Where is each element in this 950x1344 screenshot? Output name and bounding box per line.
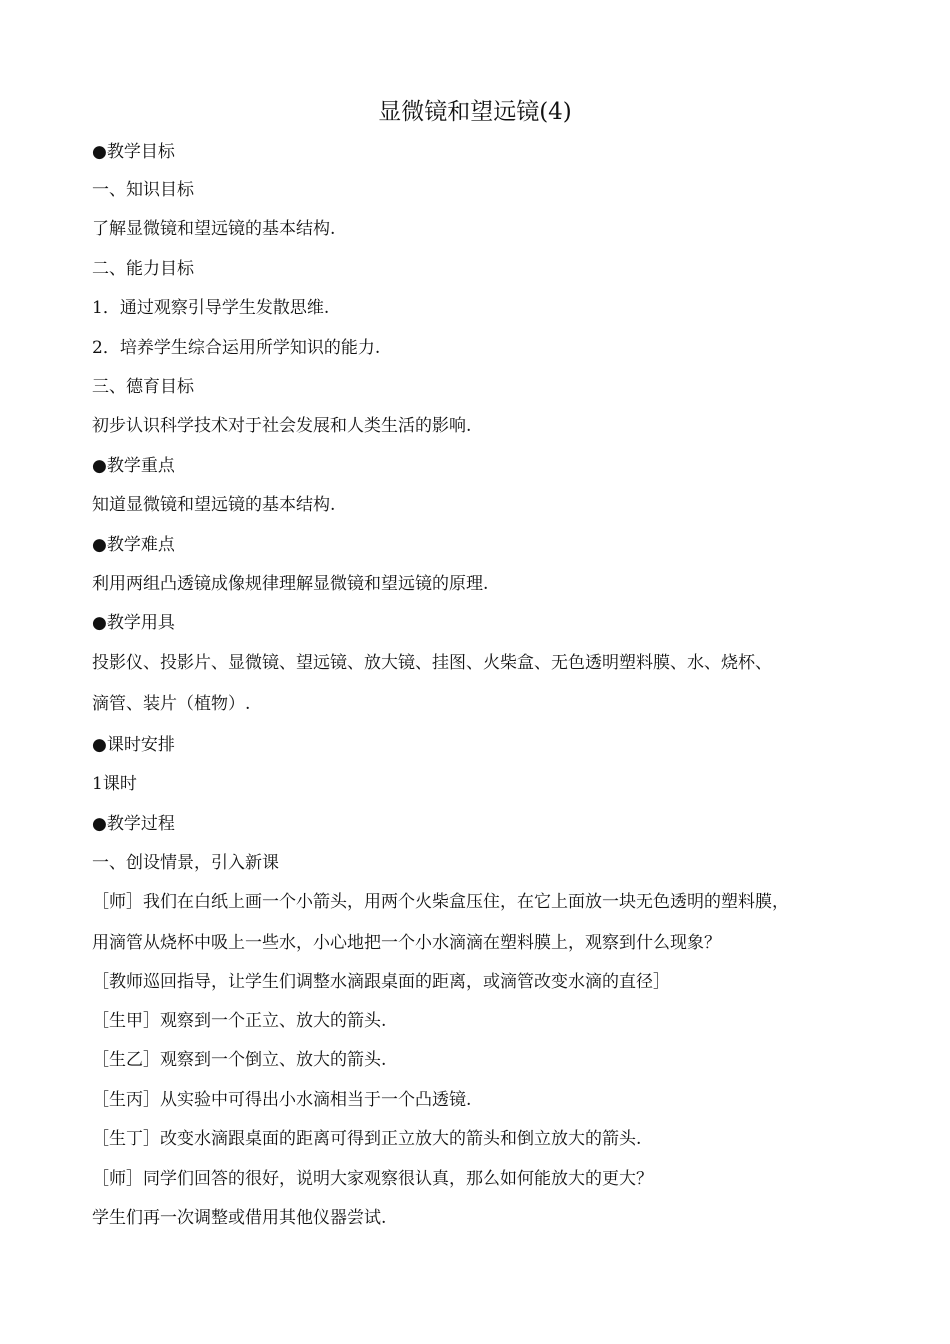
heading-class-schedule: ●课时安排 [92, 735, 175, 755]
heading-teaching-difficulty: ●教学难点 [92, 535, 175, 555]
paragraph-line: 知道显微镜和望远镜的基本结构. [92, 495, 336, 515]
heading-teaching-objectives: ●教学目标 [92, 142, 175, 162]
paragraph-line: ［师］同学们回答的很好，说明大家观察很认真，那么如何能放大的更大？ [92, 1169, 653, 1189]
subheading-knowledge-objectives: 一、知识目标 [92, 180, 194, 200]
paragraph-line: 学生们再一次调整或借用其他仪器尝试. [92, 1208, 387, 1228]
subheading-introduction: 一、创设情景，引入新课 [92, 853, 279, 873]
paragraph-line: 2．培养学生综合运用所学知识的能力. [92, 338, 381, 358]
paragraph-line: ［生丁］改变水滴跟桌面的距离可得到正立放大的箭头和倒立放大的箭头. [92, 1129, 642, 1149]
document-title: 显微镜和望远镜(4) [378, 99, 572, 125]
paragraph-line: 1课时 [92, 774, 137, 794]
paragraph-line: ［师］我们在白纸上画一个小箭头，用两个火柴盒压住，在它上面放一块无色透明的塑料膜， [92, 892, 789, 912]
paragraph-line: ［生丙］从实验中可得出小水滴相当于一个凸透镜. [92, 1090, 472, 1110]
paragraph-line: 用滴管从烧杯中吸上一些水，小心地把一个小水滴滴在塑料膜上，观察到什么现象？ [92, 933, 721, 953]
heading-teaching-process: ●教学过程 [92, 814, 175, 834]
paragraph-line: ［生乙］观察到一个倒立、放大的箭头. [92, 1050, 387, 1070]
paragraph-line: 1．通过观察引导学生发散思维. [92, 298, 330, 318]
subheading-moral-objectives: 三、德育目标 [92, 377, 194, 397]
paragraph-line: ［教师巡回指导，让学生们调整水滴跟桌面的距离，或滴管改变水滴的直径］ [92, 972, 670, 992]
subheading-ability-objectives: 二、能力目标 [92, 259, 194, 279]
paragraph-line: 滴管、装片（植物）. [92, 694, 251, 714]
paragraph-line: 初步认识科学技术对于社会发展和人类生活的影响. [92, 416, 472, 436]
paragraph-line: 了解显微镜和望远镜的基本结构. [92, 219, 336, 239]
paragraph-line: 投影仪、投影片、显微镜、望远镜、放大镜、挂图、火柴盒、无色透明塑料膜、水、烧杯、 [92, 653, 772, 673]
paragraph-line: ［生甲］观察到一个正立、放大的箭头. [92, 1011, 387, 1031]
heading-teaching-tools: ●教学用具 [92, 613, 175, 633]
heading-teaching-focus: ●教学重点 [92, 456, 175, 476]
paragraph-line: 利用两组凸透镜成像规律理解显微镜和望远镜的原理. [92, 574, 489, 594]
